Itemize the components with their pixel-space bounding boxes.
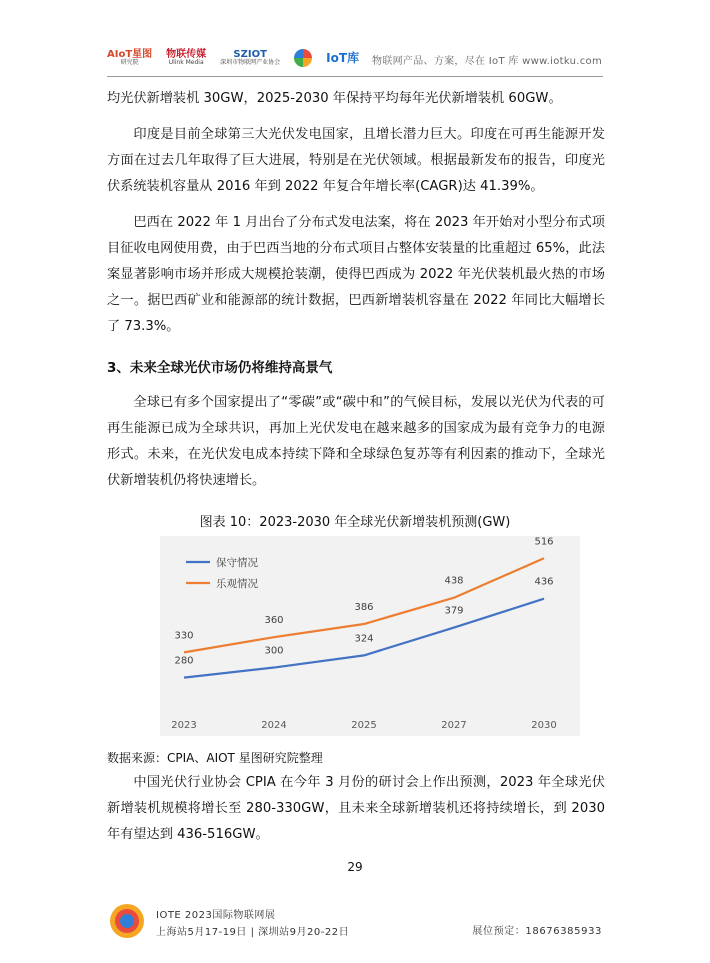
aiot-logo <box>107 50 152 67</box>
data-label: 379 <box>444 605 464 617</box>
ulink-logo-name: 物联传媒 <box>166 48 207 60</box>
paragraph-global-outlook: 全球已有多个国家提出了“零碳”或“碳中和”的气候目标，发展以光伏为代表的可再生能源已成为全球共识，再加上光伏发电在越来越多的国家成为最有竞争力的电源形式。未来，在光伏发电成本持续下降和全球绿色复苏等有利因素的推动下，全球光伏新增装机仍将快速增长。 <box>107 395 605 488</box>
data-label: 330 <box>174 630 194 642</box>
ulink-logo-sub: Ulink Media <box>168 59 204 67</box>
data-label: 386 <box>354 602 374 614</box>
x-tick-label: 2024 <box>261 720 287 731</box>
body-section-2 <box>107 390 605 494</box>
aiot-logo-sub: 研究院 <box>120 59 139 67</box>
iote-expo-logo-icon <box>108 902 146 940</box>
data-label: 516 <box>534 536 554 548</box>
footer-contact: 展位预定：18676385933 <box>472 926 602 937</box>
data-label: 436 <box>534 576 554 588</box>
legend-label: 乐观情况 <box>216 578 258 590</box>
iotku-logo-name: IoT库 <box>326 50 360 65</box>
header-logos <box>107 44 359 72</box>
sziot-logo <box>220 50 280 67</box>
data-label: 300 <box>264 645 284 657</box>
section-heading: 3、未来全球光伏市场仍将维持高景气 <box>107 360 333 376</box>
data-label: 360 <box>264 615 284 627</box>
header-tagline: 物联网产品、方案，尽在 IoT 库 www.iotku.com <box>372 56 602 67</box>
x-tick-label: 2023 <box>171 720 197 731</box>
iotku-logo <box>326 52 359 65</box>
paragraph-continued: 均光伏新增装机 30GW，2025-2030 年保持平均每年光伏新增装机 60GW。 <box>107 91 562 106</box>
chart-title: 图表 10：2023-2030 年全球光伏新增装机预测(GW) <box>199 515 511 530</box>
header-divider <box>107 76 603 77</box>
sziot-logo-sub: 深圳市物联网产业协会 <box>220 59 281 67</box>
paragraph-cpia-forecast: 中国光伏行业协会 CPIA 在今年 3 月份的研讨会上作出预测，2023 年全球光伏新增装机规模将增长至 280-330GW，且未来全球新增装机还将持续增长，到 2030 年有望达到 436-516GW。 <box>107 775 605 842</box>
sziot-logo-name: SZIOT <box>233 48 267 60</box>
data-label: 438 <box>444 575 464 587</box>
aiot-logo-name: AIoT星图 <box>107 48 153 60</box>
ulink-media-logo <box>166 50 206 67</box>
x-tick-label: 2025 <box>351 720 377 731</box>
data-label: 324 <box>354 633 374 645</box>
page-number: 29 <box>347 860 363 874</box>
body-section-1 <box>107 86 605 340</box>
x-tick-label: 2030 <box>531 720 557 731</box>
footer-expo-dates: 上海站5月17-19日 | 深圳站9月20-22日 <box>156 927 350 938</box>
data-source: 数据来源：CPIA、AIOT 星图研究院整理 <box>107 751 323 765</box>
paragraph-india: 印度是目前全球第三大光伏发电国家，且增长潜力巨大。印度在可再生能源开发方面在过去几年取得了巨大进展，特别是在光伏领域。根据最新发布的报告，印度光伏系统装机容量从 2016 年到 2022 年复合年增长率(CAGR)达 41.39%。 <box>107 127 605 194</box>
legend-label: 保守情况 <box>216 557 258 569</box>
footer-expo-name: IOTE 2023国际物联网展 <box>156 910 276 921</box>
colorful-badge-icon <box>294 49 312 67</box>
page-header <box>0 0 710 80</box>
page-footer <box>0 898 710 958</box>
body-section-3 <box>107 770 605 848</box>
paragraph-brazil: 巴西在 2022 年 1 月出台了分布式发电法案，将在 2023 年开始对小型分布式项目征收电网使用费，由于巴西当地的分布式项目占整体安装量的比重超过 65%，此法案显著影响市场并形成大规模抢装潮，使得巴西成为 2022 年光伏装机最火热的市场之一。据巴西矿业和能源部的统计数据，巴西新增装机容量在 2022 年同比大幅增长了 73.3%。 <box>107 215 605 334</box>
x-tick-label: 2027 <box>441 720 467 731</box>
line-chart <box>160 536 580 736</box>
data-label: 280 <box>174 655 194 667</box>
